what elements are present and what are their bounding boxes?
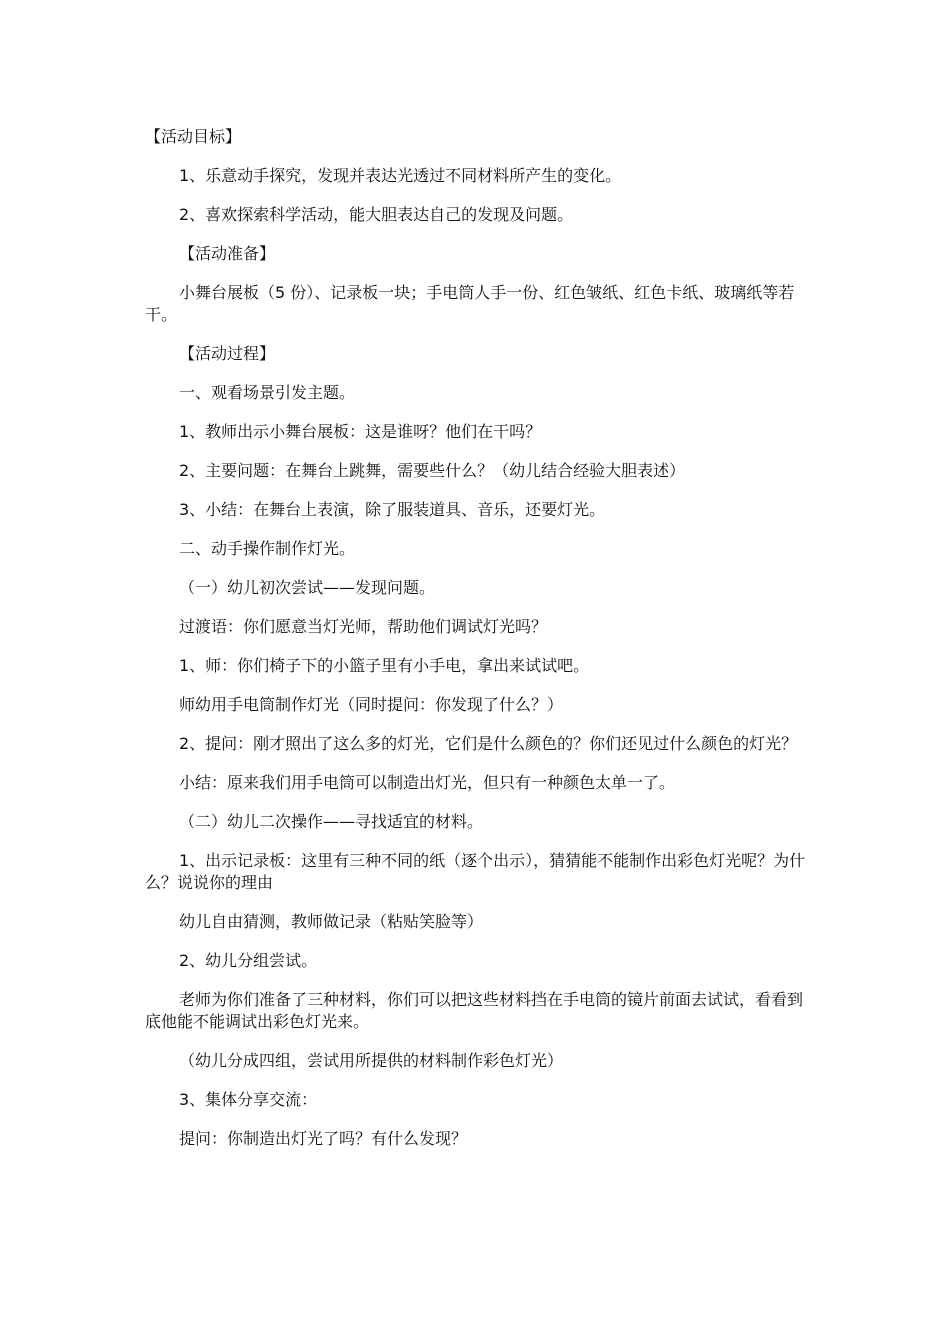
paragraph: （一）幼儿初次尝试——发现问题。 bbox=[179, 578, 436, 597]
paragraph: 2、喜欢探索科学活动，能大胆表达自己的发现及问题。 bbox=[179, 205, 574, 224]
paragraph: 2、幼儿分组尝试。 bbox=[179, 951, 318, 970]
paragraph: 1、乐意动手探究，发现并表达光透过不同材料所产生的变化。 bbox=[179, 166, 622, 185]
paragraph: 1、教师出示小舞台展板：这是谁呀？他们在干吗？ bbox=[179, 422, 542, 441]
paragraph: 二、动手操作制作灯光。 bbox=[179, 539, 356, 558]
paragraph: 1、出示记录板：这里有三种不同的纸（逐个出示），猜猜能不能制作出彩色灯光呢？为什么？说说你的理由 bbox=[145, 851, 806, 892]
paragraph: 提问：你制造出灯光了吗？有什么发现？ bbox=[179, 1129, 468, 1148]
paragraph: 过渡语：你们愿意当灯光师，帮助他们调试灯光吗？ bbox=[179, 617, 548, 636]
paragraph: 3、小结：在舞台上表演，除了服装道具、音乐，还要灯光。 bbox=[179, 500, 606, 519]
section-heading-goals: 【活动目标】 bbox=[145, 127, 242, 146]
paragraph: （幼儿分成四组，尝试用所提供的材料制作彩色灯光） bbox=[179, 1051, 564, 1070]
paragraph: 1、师：你们椅子下的小篮子里有小手电，拿出来试试吧。 bbox=[179, 656, 590, 675]
paragraph: 幼儿自由猜测，教师做记录（粘贴笑脸等） bbox=[179, 912, 484, 931]
paragraph: 小舞台展板（5 份）、记录板一块；手电筒人手一份、红色皱纸、红色卡纸、玻璃纸等若干。 bbox=[145, 283, 795, 324]
paragraph: 2、主要问题：在舞台上跳舞，需要些什么？（幼儿结合经验大胆表述） bbox=[179, 461, 686, 480]
document-body bbox=[145, 126, 810, 1167]
paragraph: 2、提问：刚才照出了这么多的灯光，它们是什么颜色的？你们还见过什么颜色的灯光？ bbox=[179, 734, 798, 753]
paragraph: 3、集体分享交流： bbox=[179, 1090, 318, 1109]
section-heading-process: 【活动过程】 bbox=[179, 344, 276, 363]
paragraph: 老师为你们准备了三种材料，你们可以把这些材料挡在手电筒的镜片前面去试试，看看到底他能不能调试出彩色灯光来。 bbox=[145, 990, 804, 1031]
paragraph: （二）幼儿二次操作——寻找适宜的材料。 bbox=[179, 812, 484, 831]
section-heading-preparation: 【活动准备】 bbox=[179, 244, 276, 263]
paragraph: 小结：原来我们用手电筒可以制造出灯光，但只有一种颜色太单一了。 bbox=[179, 773, 676, 792]
paragraph: 师幼用手电筒制作灯光（同时提问：你发现了什么？） bbox=[179, 695, 564, 714]
paragraph: 一、观看场景引发主题。 bbox=[179, 383, 356, 402]
